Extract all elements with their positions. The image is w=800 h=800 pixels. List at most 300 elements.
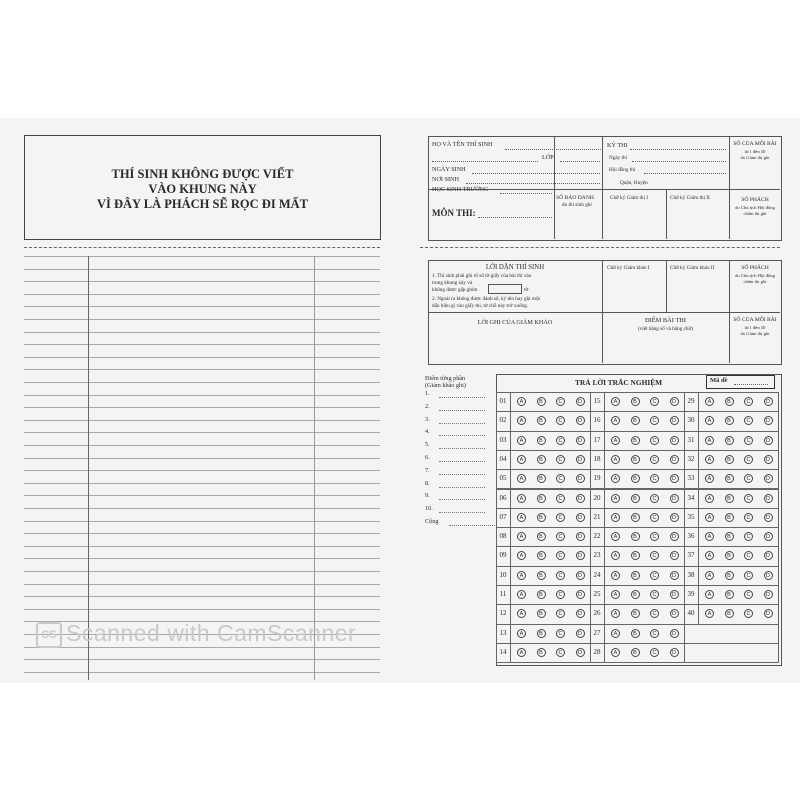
label-chu-ky-gt1: Chữ ký Giám thị I — [610, 195, 648, 201]
answer-bubble-b[interactable]: B — [537, 436, 546, 445]
question-number: 09 — [499, 551, 507, 560]
answer-bubble-a[interactable]: A — [517, 513, 526, 522]
answer-bubble-d[interactable]: D — [576, 494, 585, 503]
answer-bubble-c[interactable]: C — [744, 397, 753, 406]
answer-bubble-b[interactable]: B — [725, 474, 734, 483]
question-number: 33 — [687, 474, 695, 483]
answer-bubble-a[interactable]: A — [517, 436, 526, 445]
ruled-line — [24, 533, 380, 534]
question-number: 27 — [593, 628, 601, 637]
answer-bubble-b[interactable]: B — [537, 629, 546, 638]
answer-bubble-b[interactable]: B — [537, 494, 546, 503]
answer-bubble-c[interactable]: C — [744, 609, 753, 618]
question-number: 06 — [499, 493, 507, 502]
answer-bubble-c[interactable]: C — [556, 648, 565, 657]
cut-line-right — [420, 247, 780, 248]
notice-line-2: VÀO KHUNG NÀY — [148, 182, 257, 196]
label-so-cua-moi-bai: SỐ CỦA MỖI BÀI — [733, 141, 777, 147]
question-number: 34 — [687, 493, 695, 502]
answer-bubble-d[interactable]: D — [764, 551, 773, 560]
question-number: 02 — [499, 416, 507, 425]
answer-grid — [496, 392, 780, 664]
answer-bubble-b[interactable]: B — [631, 513, 640, 522]
answer-bubble-a[interactable]: A — [611, 551, 620, 560]
question-number: 12 — [499, 609, 507, 618]
ruled-line — [24, 596, 380, 597]
question-number: 07 — [499, 512, 507, 521]
question-number: 28 — [593, 647, 601, 656]
answer-bubble-a[interactable]: A — [705, 590, 714, 599]
answer-bubble-d[interactable]: D — [670, 629, 679, 638]
label-so-phach: SỐ PHÁCH — [741, 197, 769, 203]
answer-bubble-d[interactable]: D — [764, 513, 773, 522]
label-lop: LỚP — [542, 154, 554, 161]
answer-bubble-a[interactable]: A — [611, 416, 620, 425]
answer-bubble-c[interactable]: C — [650, 513, 659, 522]
question-number: 40 — [687, 609, 695, 618]
answer-bubble-d[interactable]: D — [764, 474, 773, 483]
divider — [666, 260, 667, 312]
answer-bubble-c[interactable]: C — [650, 648, 659, 657]
answer-bubble-a[interactable]: A — [517, 455, 526, 464]
answer-bubble-c[interactable]: C — [650, 590, 659, 599]
score-list — [425, 390, 490, 530]
question-number: 26 — [593, 609, 601, 618]
fill-line — [630, 149, 726, 150]
so-phach-sub: do Chủ tịch Hội đồng — [735, 273, 775, 278]
answer-bubble-d[interactable]: D — [670, 571, 679, 580]
answer-bubble-a[interactable]: A — [611, 513, 620, 522]
ruled-line — [24, 558, 380, 559]
score-fill-line — [439, 461, 485, 462]
answer-bubble-b[interactable]: B — [725, 551, 734, 560]
question-number: 24 — [593, 570, 601, 579]
answer-bubble-c[interactable]: C — [744, 416, 753, 425]
label-so-phach-sub1: do Chủ tịch Hội đồng — [735, 205, 775, 210]
answer-bubble-d[interactable]: D — [670, 455, 679, 464]
answer-bubble-c[interactable]: C — [744, 436, 753, 445]
ruled-line — [24, 395, 380, 396]
label-so-cua-moi-bai-sub1: từ 1 đến 30 — [744, 149, 766, 154]
answer-bubble-d[interactable]: D — [764, 455, 773, 464]
answer-bubble-c[interactable]: C — [744, 474, 753, 483]
answer-bubble-a[interactable]: A — [705, 474, 714, 483]
answer-bubble-d[interactable]: D — [764, 416, 773, 425]
instruction-line: dấu hiệu gì vào giấy thi, từ chỗ này trở xuống. — [432, 303, 529, 309]
answer-bubble-d[interactable]: D — [670, 397, 679, 406]
answer-bubble-b[interactable]: B — [537, 397, 546, 406]
answer-bubble-d[interactable]: D — [576, 571, 585, 580]
answer-bubble-b[interactable]: B — [631, 397, 640, 406]
instruction-line: 2. Ngoài ra không được đánh số, ký tên hay ghi một — [432, 296, 540, 302]
ruled-line — [24, 672, 380, 673]
answer-bubble-a[interactable]: A — [517, 590, 526, 599]
ruled-line — [24, 256, 380, 257]
question-number: 21 — [593, 512, 601, 521]
answer-bubble-c[interactable]: C — [556, 590, 565, 599]
answer-bubble-a[interactable]: A — [611, 609, 620, 618]
answer-bubble-b[interactable]: B — [725, 590, 734, 599]
examiner-notes-title: LỜI GHI CỦA GIÁM KHẢO — [477, 319, 553, 326]
fill-line — [632, 161, 726, 162]
label-so-cua-moi-bai-2: SỐ CỦA MỖI BÀI — [733, 317, 777, 323]
answer-bubble-c[interactable]: C — [556, 513, 565, 522]
answer-bubble-a[interactable]: A — [517, 648, 526, 657]
divider — [428, 312, 780, 313]
answer-bubble-c[interactable]: C — [744, 494, 753, 503]
divider — [554, 136, 555, 239]
label-chu-ky-gk2: Chữ ký Giám khảo II — [670, 265, 715, 271]
answer-bubble-d[interactable]: D — [670, 551, 679, 560]
ruled-line — [24, 609, 380, 610]
question-number: 04 — [499, 454, 507, 463]
answer-bubble-d[interactable]: D — [764, 609, 773, 618]
margin-line-right — [314, 256, 315, 680]
answer-bubble-d[interactable]: D — [670, 436, 679, 445]
answer-sheet-title: TRẢ LỜI TRẮC NGHIỆM — [575, 378, 663, 387]
score-fill-line — [439, 499, 485, 500]
answer-bubble-d[interactable]: D — [670, 609, 679, 618]
answer-bubble-d[interactable]: D — [670, 590, 679, 599]
label-mon-thi: MÔN THI: — [432, 208, 476, 218]
answer-bubble-a[interactable]: A — [705, 494, 714, 503]
answer-bubble-c[interactable]: C — [744, 513, 753, 522]
question-number: 18 — [593, 454, 601, 463]
label-so-bao-danh-sub: do thí sinh ghi — [562, 202, 592, 208]
label-ngay-thi: Ngày thi — [609, 155, 628, 161]
answer-bubble-c[interactable]: C — [556, 494, 565, 503]
answer-bubble-b[interactable]: B — [631, 629, 640, 638]
answer-bubble-c[interactable]: C — [556, 416, 565, 425]
answer-bubble-a[interactable]: A — [517, 494, 526, 503]
answer-bubble-b[interactable]: B — [537, 513, 546, 522]
answer-bubble-b[interactable]: B — [631, 436, 640, 445]
instructions-title: LỜI DẶN THÍ SINH — [485, 264, 545, 271]
notice-line-3: VÌ ĐÂY LÀ PHÁCH SẼ RỌC ĐI MẤT — [96, 197, 308, 211]
answer-bubble-d[interactable]: D — [576, 648, 585, 657]
answer-bubble-c[interactable]: C — [556, 532, 565, 541]
instruction-line: không được gấp ghim — [432, 287, 478, 293]
answer-bubble-d[interactable]: D — [576, 609, 585, 618]
question-number: 19 — [593, 474, 601, 483]
score-item-label: 4. — [425, 428, 430, 436]
question-number: 11 — [499, 590, 507, 598]
score-item-label: 6. — [425, 454, 430, 461]
answer-bubble-c[interactable]: C — [744, 590, 753, 599]
answer-bubble-d[interactable]: D — [576, 532, 585, 541]
answer-bubble-c[interactable]: C — [650, 494, 659, 503]
sheet-count-unit: tờ — [524, 287, 529, 293]
question-number: 38 — [687, 570, 695, 579]
answer-bubble-a[interactable]: A — [705, 609, 714, 618]
score-fill-line — [439, 397, 485, 398]
ruled-line — [24, 445, 380, 446]
ruled-line — [24, 521, 380, 522]
answer-bubble-d[interactable]: D — [670, 648, 679, 657]
question-number: 20 — [593, 493, 601, 502]
answer-bubble-b[interactable]: B — [725, 455, 734, 464]
answer-bubble-b[interactable]: B — [631, 609, 640, 618]
answer-bubble-a[interactable]: A — [517, 397, 526, 406]
margin-line-left — [88, 256, 89, 680]
question-number: 10 — [499, 570, 507, 579]
answer-bubble-a[interactable]: A — [611, 455, 620, 464]
answer-bubble-b[interactable]: B — [631, 416, 640, 425]
ruled-line — [24, 584, 380, 585]
question-number: 01 — [499, 397, 507, 405]
answer-bubble-d[interactable]: D — [764, 532, 773, 541]
instruction-line: trong khung này và — [432, 280, 473, 286]
answer-bubble-d[interactable]: D — [764, 436, 773, 445]
answer-bubble-d[interactable]: D — [764, 494, 773, 503]
answer-bubble-b[interactable]: B — [631, 474, 640, 483]
question-number: 29 — [687, 397, 695, 405]
label-so-bao-danh: SỐ BÁO DANH — [556, 195, 594, 201]
answer-bubble-b[interactable]: B — [537, 609, 546, 618]
answer-bubble-b[interactable]: B — [725, 609, 734, 618]
score-fill-line — [439, 435, 485, 436]
answer-bubble-a[interactable]: A — [705, 513, 714, 522]
answer-bubble-d[interactable]: D — [670, 474, 679, 483]
score-item-label: 8. — [425, 479, 430, 487]
answer-bubble-a[interactable]: A — [611, 571, 620, 580]
label-noi-sinh: NƠI SINH — [432, 176, 459, 183]
answer-bubble-a[interactable]: A — [705, 571, 714, 580]
answer-bubble-a[interactable]: A — [705, 397, 714, 406]
answer-bubble-a[interactable]: A — [611, 397, 620, 406]
answer-bubble-a[interactable]: A — [611, 648, 620, 657]
answer-bubble-b[interactable]: B — [725, 416, 734, 425]
score-item-label: 3. — [425, 415, 430, 423]
score-total-label: Cộng — [425, 518, 439, 525]
cut-line-left — [24, 247, 380, 248]
answer-bubble-b[interactable]: B — [631, 532, 640, 541]
divider — [729, 189, 780, 190]
answer-bubble-c[interactable]: C — [556, 474, 565, 483]
answer-bubble-c[interactable]: C — [556, 551, 565, 560]
ruled-line — [24, 269, 380, 270]
ruled-line — [24, 294, 380, 295]
score-title: ĐIỂM BÀI THI — [644, 317, 687, 324]
label-ngay-sinh: NGÀY SINH — [432, 166, 466, 173]
divider — [666, 189, 667, 239]
score-list-title: Điểm từng phần — [425, 375, 466, 382]
camscanner-watermark: Scanned with CamScanner — [66, 620, 357, 646]
question-number: 32 — [687, 454, 695, 463]
ruled-line — [24, 306, 380, 307]
fill-line — [500, 193, 552, 194]
answer-bubble-a[interactable]: A — [517, 629, 526, 638]
answer-bubble-a[interactable]: A — [705, 455, 714, 464]
answer-bubble-b[interactable]: B — [537, 532, 546, 541]
label-so-cua-moi-bai-sub2: do Giám thị ghi — [740, 155, 770, 160]
answer-bubble-d[interactable]: D — [576, 397, 585, 406]
fill-line — [560, 161, 600, 162]
answer-bubble-a[interactable]: A — [705, 436, 714, 445]
ruled-line — [24, 495, 380, 496]
sheet-count-box[interactable] — [488, 284, 522, 294]
question-number: 31 — [687, 435, 695, 444]
answer-bubble-b[interactable]: B — [537, 416, 546, 425]
question-number: 15 — [593, 397, 601, 405]
answer-bubble-c[interactable]: C — [556, 455, 565, 464]
label-ho-ten: HỌ VÀ TÊN THÍ SINH — [432, 141, 493, 148]
answer-bubble-a[interactable]: A — [705, 551, 714, 560]
answer-bubble-b[interactable]: B — [537, 571, 546, 580]
answer-bubble-b[interactable]: B — [631, 551, 640, 560]
answer-bubble-c[interactable]: C — [650, 416, 659, 425]
question-number: 39 — [687, 590, 695, 598]
answer-bubble-c[interactable]: C — [556, 397, 565, 406]
answer-bubble-a[interactable]: A — [705, 532, 714, 541]
answer-bubble-c[interactable]: C — [556, 571, 565, 580]
empty-answer-cell — [684, 643, 779, 663]
question-number: 25 — [593, 590, 601, 598]
answer-bubble-d[interactable]: D — [576, 590, 585, 599]
ruled-line — [24, 571, 380, 572]
question-number: 35 — [687, 512, 695, 521]
answer-bubble-c[interactable]: C — [744, 532, 753, 541]
ruled-line — [24, 483, 380, 484]
answer-bubble-d[interactable]: D — [670, 532, 679, 541]
answer-bubble-c[interactable]: C — [556, 629, 565, 638]
question-number: 30 — [687, 416, 695, 425]
answer-bubble-d[interactable]: D — [576, 513, 585, 522]
answer-bubble-d[interactable]: D — [764, 571, 773, 580]
question-number: 22 — [593, 532, 601, 541]
answer-bubble-c[interactable]: C — [744, 571, 753, 580]
fill-line — [466, 183, 600, 184]
answer-bubble-b[interactable]: B — [725, 397, 734, 406]
question-number: 14 — [499, 647, 507, 656]
answer-bubble-b[interactable]: B — [725, 494, 734, 503]
answer-bubble-b[interactable]: B — [631, 648, 640, 657]
ruled-line — [24, 458, 380, 459]
ruled-line — [24, 432, 380, 433]
answer-bubble-a[interactable]: A — [517, 571, 526, 580]
answer-bubble-a[interactable]: A — [517, 609, 526, 618]
score-item-label: 9. — [425, 492, 430, 500]
answer-bubble-b[interactable]: B — [725, 513, 734, 522]
answer-bubble-a[interactable]: A — [517, 474, 526, 483]
answer-bubble-c[interactable]: C — [650, 609, 659, 618]
ruled-line — [24, 420, 380, 421]
answer-bubble-c[interactable]: C — [556, 609, 565, 618]
answer-bubble-d[interactable]: D — [764, 590, 773, 599]
ruled-line — [24, 546, 380, 547]
answer-bubble-c[interactable]: C — [650, 436, 659, 445]
answer-bubble-a[interactable]: A — [611, 474, 620, 483]
ruled-line — [24, 332, 380, 333]
answer-bubble-c[interactable]: C — [744, 455, 753, 464]
answer-bubble-a[interactable]: A — [517, 551, 526, 560]
answer-bubble-a[interactable]: A — [705, 416, 714, 425]
answer-bubble-d[interactable]: D — [576, 416, 585, 425]
answer-bubble-d[interactable]: D — [576, 551, 585, 560]
fill-line — [644, 173, 726, 174]
ruled-line — [24, 281, 380, 282]
ruled-line — [24, 659, 380, 660]
answer-bubble-c[interactable]: C — [650, 571, 659, 580]
divider — [729, 136, 730, 239]
question-number: 36 — [687, 532, 695, 541]
ruled-line — [24, 357, 380, 358]
answer-bubble-c[interactable]: C — [650, 474, 659, 483]
question-number: 03 — [499, 435, 507, 444]
question-number: 37 — [687, 551, 695, 560]
answer-bubble-b[interactable]: B — [631, 455, 640, 464]
answer-bubble-d[interactable]: D — [576, 455, 585, 464]
score-fill-line — [439, 487, 485, 488]
question-number: 05 — [499, 474, 507, 483]
answer-bubble-b[interactable]: B — [631, 571, 640, 580]
ruled-line — [24, 407, 380, 408]
score-fill-line — [439, 512, 485, 513]
answer-bubble-d[interactable]: D — [670, 513, 679, 522]
answer-bubble-a[interactable]: A — [611, 494, 620, 503]
answer-bubble-b[interactable]: B — [537, 455, 546, 464]
score-fill-line — [439, 423, 485, 424]
answer-bubble-a[interactable]: A — [611, 436, 620, 445]
answer-bubble-a[interactable]: A — [517, 532, 526, 541]
answer-bubble-b[interactable]: B — [537, 551, 546, 560]
answer-bubble-c[interactable]: C — [650, 455, 659, 464]
answer-bubble-d[interactable]: D — [576, 436, 585, 445]
answer-bubble-b[interactable]: B — [537, 590, 546, 599]
answer-bubble-b[interactable]: B — [725, 532, 734, 541]
answer-bubble-d[interactable]: D — [764, 397, 773, 406]
score-fill-line — [439, 474, 485, 475]
answer-bubble-b[interactable]: B — [537, 474, 546, 483]
fill-line — [472, 173, 600, 174]
ruled-line — [24, 319, 380, 320]
answer-bubble-a[interactable]: A — [611, 629, 620, 638]
question-number: 08 — [499, 532, 507, 541]
score-item-label: 5. — [425, 441, 430, 449]
answer-bubble-b[interactable]: B — [725, 436, 734, 445]
answer-bubble-b[interactable]: B — [725, 571, 734, 580]
score-item-label: 10. — [425, 505, 433, 513]
answer-bubble-d[interactable]: D — [576, 629, 585, 638]
answer-bubble-b[interactable]: B — [631, 494, 640, 503]
answer-bubble-c[interactable]: C — [556, 436, 565, 445]
score-fill-line — [439, 410, 485, 411]
answer-bubble-d[interactable]: D — [576, 474, 585, 483]
answer-bubble-c[interactable]: C — [650, 629, 659, 638]
label-chu-ky-gt2: Chữ ký Giám thị II — [670, 195, 710, 201]
answer-bubble-c[interactable]: C — [744, 551, 753, 560]
answer-bubble-b[interactable]: B — [537, 648, 546, 657]
label-chu-ky-gk1: Chữ ký Giám khảo I — [607, 265, 650, 271]
fill-line — [478, 217, 552, 218]
answer-bubble-a[interactable]: A — [611, 532, 620, 541]
answer-bubble-b[interactable]: B — [631, 590, 640, 599]
score-list-subtitle: (Giám khảo ghi) — [425, 382, 466, 389]
answer-bubble-c[interactable]: C — [650, 397, 659, 406]
question-number: 17 — [593, 435, 601, 444]
answer-bubble-c[interactable]: C — [650, 551, 659, 560]
answer-bubble-c[interactable]: C — [650, 532, 659, 541]
answer-bubble-a[interactable]: A — [517, 416, 526, 425]
score-item-label: 1. — [425, 390, 430, 397]
answer-bubble-d[interactable]: D — [670, 416, 679, 425]
question-number: 23 — [593, 551, 601, 560]
score-fill-line — [439, 448, 485, 449]
label-so-phach-sub2: chấm thi ghi — [743, 211, 767, 216]
answer-bubble-d[interactable]: D — [670, 494, 679, 503]
question-number: 13 — [499, 628, 507, 637]
answer-bubble-a[interactable]: A — [611, 590, 620, 599]
